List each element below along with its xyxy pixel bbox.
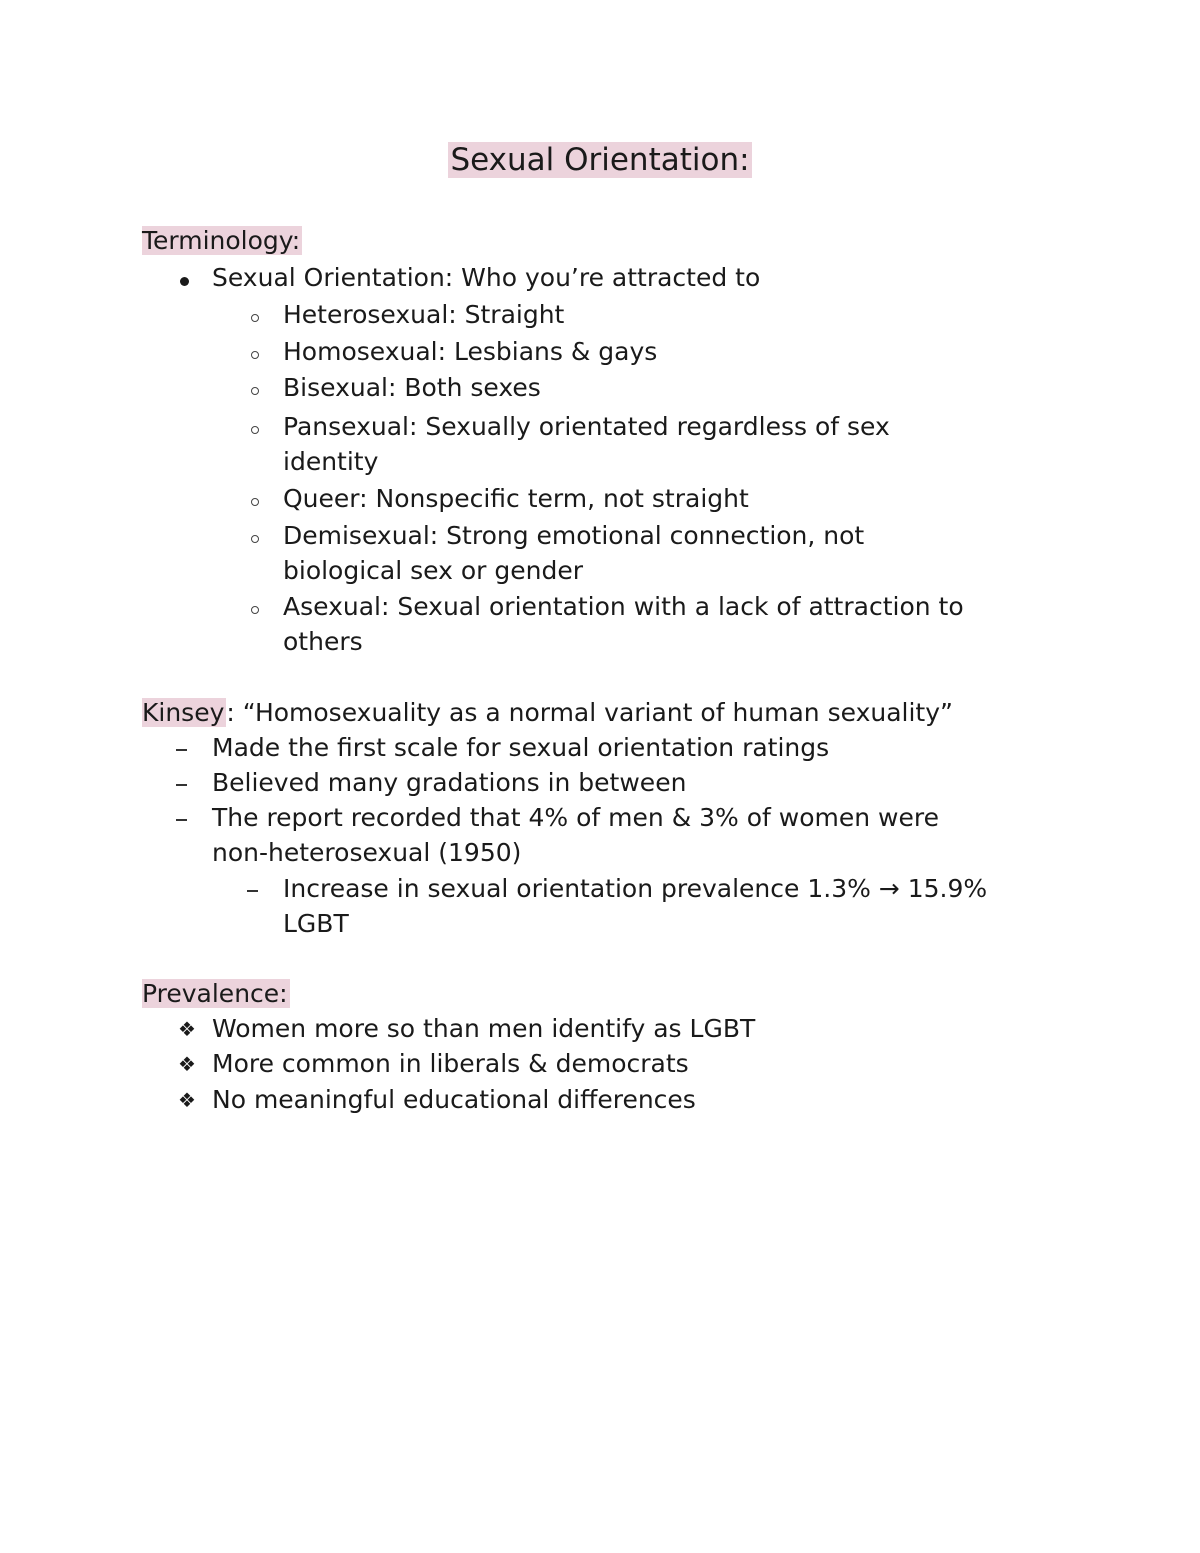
kinsey-label: Kinsey: [142, 698, 225, 727]
list-item-continuation: biological sex or gender: [283, 556, 583, 585]
list-item-continuation: LGBT: [283, 909, 349, 938]
list-item: Queer: Nonspecific term, not straight: [283, 484, 749, 513]
list-item: Believed many gradations in between: [212, 768, 687, 797]
list-item-continuation: identity: [283, 447, 379, 476]
terminology-heading-line: [142, 224, 302, 258]
hollow-bullet-icon: [251, 498, 259, 506]
page-title-container: [0, 138, 1200, 182]
diamond-bullet-icon: ❖: [178, 1052, 196, 1076]
list-item: Heterosexual: Straight: [283, 300, 565, 329]
list-item: More common in liberals & democrats: [212, 1049, 689, 1078]
prevalence-heading-line: [142, 977, 290, 1011]
prevalence-heading: Prevalence:: [142, 979, 288, 1008]
hollow-bullet-icon: [251, 351, 259, 359]
hollow-bullet-icon: [251, 387, 259, 395]
hollow-bullet-icon: [251, 314, 259, 322]
list-item-continuation: non-heterosexual (1950): [212, 838, 522, 867]
list-item: Increase in sexual orientation prevalence 1.3% → 15.9%: [283, 874, 988, 903]
terminology-heading: Terminology:: [142, 226, 301, 255]
terminology-main-item: Sexual Orientation: Who you’re attracted to: [212, 263, 761, 292]
diamond-bullet-icon: ❖: [178, 1088, 196, 1112]
dash-bullet-icon: [176, 784, 187, 786]
hollow-bullet-icon: [251, 426, 259, 434]
kinsey-quote: : “Homosexuality as a normal variant of human sexuality”: [226, 698, 953, 727]
hollow-bullet-icon: [251, 535, 259, 543]
kinsey-line: [142, 696, 953, 730]
dash-bullet-icon: [176, 819, 187, 821]
list-item: Pansexual: Sexually orientated regardless of sex: [283, 412, 890, 441]
list-item: Demisexual: Strong emotional connection, not: [283, 521, 865, 550]
filled-bullet-icon: [180, 277, 189, 286]
page-title: Sexual Orientation:: [450, 142, 750, 178]
list-item: Bisexual: Both sexes: [283, 373, 541, 402]
list-item: Made the first scale for sexual orientation ratings: [212, 733, 830, 762]
dash-bullet-icon: [247, 890, 258, 892]
list-item: No meaningful educational differences: [212, 1085, 696, 1114]
list-item: The report recorded that 4% of men & 3% of women were: [212, 803, 939, 832]
dash-bullet-icon: [176, 749, 187, 751]
list-item: Homosexual: Lesbians & gays: [283, 337, 658, 366]
hollow-bullet-icon: [251, 606, 259, 614]
list-item-continuation: others: [283, 627, 363, 656]
list-item: Asexual: Sexual orientation with a lack of attraction to: [283, 592, 964, 621]
list-item: Women more so than men identify as LGBT: [212, 1014, 756, 1043]
diamond-bullet-icon: ❖: [178, 1017, 196, 1041]
